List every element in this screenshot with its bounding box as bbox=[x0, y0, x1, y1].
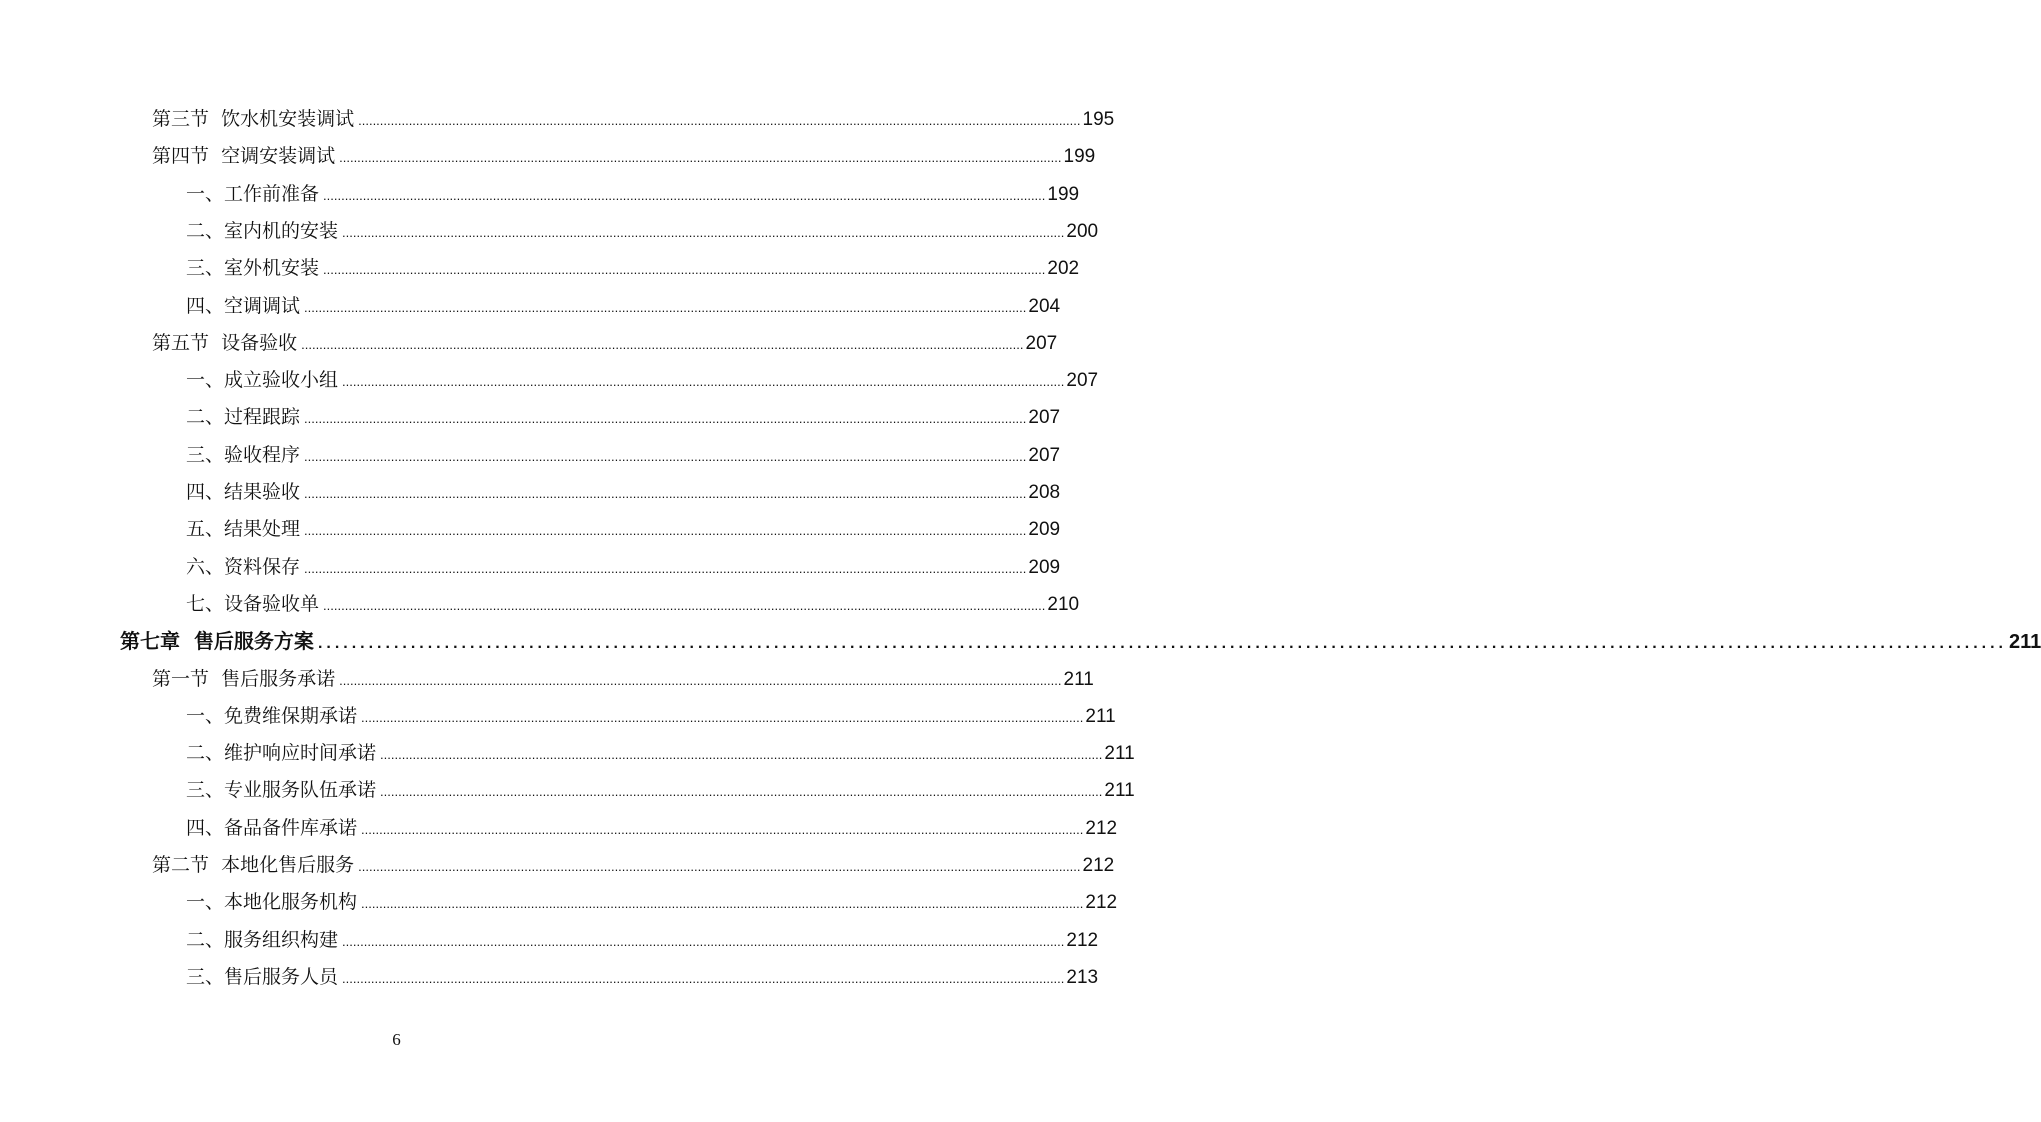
toc-subsection-entry[interactable] bbox=[186, 253, 1080, 283]
toc-entry-title: 工作前准备 bbox=[224, 182, 320, 205]
toc-entry-number: 三、 bbox=[186, 443, 225, 466]
toc-entry-title: 设备验收 bbox=[221, 331, 298, 354]
toc-subsection-entry[interactable] bbox=[186, 365, 1099, 395]
toc-subsection-entry[interactable] bbox=[186, 179, 1080, 209]
toc-entry-title: 室内机的安装 bbox=[224, 219, 339, 242]
toc-entry-title: 过程跟踪 bbox=[224, 406, 301, 429]
toc-dot-leader: ........................................................................................................................................................................................................ bbox=[304, 299, 1027, 315]
toc-subsection-entry[interactable] bbox=[186, 402, 1061, 432]
toc-entry-page: 207 bbox=[1025, 332, 1058, 354]
toc-section-entry[interactable] bbox=[152, 850, 1115, 880]
toc-entry-page: 199 bbox=[1047, 183, 1080, 205]
toc-entry-number: 第四节 bbox=[152, 145, 210, 168]
toc-subsection-entry[interactable] bbox=[186, 589, 1080, 619]
toc-entry-separator bbox=[180, 626, 194, 656]
toc-entry-separator bbox=[209, 664, 221, 694]
toc-entry-title: 空调调试 bbox=[224, 294, 301, 317]
toc-entry-title: 验收程序 bbox=[224, 443, 301, 466]
toc-entry-title: 备品备件库承诺 bbox=[224, 816, 358, 839]
toc-dot-leader: ........................................................................................................................................................................................................ bbox=[361, 896, 1084, 912]
toc-entry-number: 三、 bbox=[186, 779, 225, 802]
toc-entry-title: 服务组织构建 bbox=[224, 928, 339, 951]
toc-entry-number: 第一节 bbox=[152, 667, 210, 690]
toc-entry-number: 第五节 bbox=[152, 331, 210, 354]
toc-entry-page: 211 bbox=[1085, 705, 1116, 727]
toc-section-entry[interactable] bbox=[152, 328, 1058, 358]
toc-dot-leader: ........................................................................................................................................................................................................ bbox=[342, 933, 1065, 949]
toc-dot-leader: ........................................................................................................................................................................................................ bbox=[380, 784, 1103, 800]
toc-entry-title: 空调安装调试 bbox=[221, 145, 336, 168]
toc-dot-leader: ........................................................................................................................................................................................................ bbox=[304, 560, 1027, 576]
toc-entry-number: 四、 bbox=[186, 816, 225, 839]
toc-section-entry[interactable] bbox=[152, 664, 1094, 694]
toc-entry-title: 本地化售后服务 bbox=[221, 854, 355, 876]
toc-entry-number: 一、 bbox=[186, 369, 225, 392]
toc-entry-title: 资料保存 bbox=[224, 555, 301, 578]
toc-entry-page: 209 bbox=[1028, 519, 1061, 541]
toc-subsection-entry[interactable] bbox=[186, 887, 1118, 917]
toc-subsection-entry[interactable] bbox=[186, 216, 1099, 246]
toc-subsection-entry[interactable] bbox=[186, 514, 1061, 544]
toc-entry-page: 212 bbox=[1085, 892, 1118, 914]
toc-entry-separator bbox=[209, 104, 221, 134]
toc-entry-number: 三、 bbox=[186, 257, 225, 280]
toc-entry-number: 四、 bbox=[186, 481, 225, 503]
toc-dot-leader: ........................................................................................................................................................................................................ bbox=[342, 970, 1065, 986]
toc-entry-page: 212 bbox=[1085, 817, 1118, 839]
toc-subsection-entry[interactable] bbox=[186, 813, 1118, 843]
page-number: 6 bbox=[392, 1030, 401, 1049]
toc-entry-title: 专业服务队伍承诺 bbox=[224, 779, 377, 802]
toc-subsection-entry[interactable] bbox=[186, 738, 1135, 768]
toc-entry-page: 211 bbox=[1104, 780, 1135, 802]
toc-entry-number: 一、 bbox=[186, 182, 225, 205]
toc-subsection-entry[interactable] bbox=[186, 962, 1099, 992]
toc-subsection-entry[interactable] bbox=[186, 440, 1061, 470]
toc-dot-leader: ........................................................................................................................................................................................................ bbox=[380, 747, 1103, 763]
toc-subsection-entry[interactable] bbox=[186, 925, 1099, 955]
toc-entry-number: 第七章 bbox=[120, 629, 180, 654]
toc-entry-title: 本地化服务机构 bbox=[224, 891, 358, 914]
toc-entry-number: 一、 bbox=[186, 704, 225, 727]
toc-entry-title: 免费维保期承诺 bbox=[224, 704, 358, 727]
toc-dot-leader: ........................................................................................................................................................................................................ bbox=[358, 859, 1081, 874]
toc-subsection-entry[interactable] bbox=[186, 701, 1116, 731]
toc-entry-page: 202 bbox=[1047, 258, 1080, 280]
toc-entry-number: 二、 bbox=[186, 406, 225, 429]
toc-dot-leader: ........................................................................................................................................................................................................ bbox=[304, 486, 1027, 501]
toc-dot-leader: ........................................................................................................................................................................................................ bbox=[358, 113, 1081, 128]
toc-entry-number: 第二节 bbox=[152, 854, 210, 876]
toc-entry-page: 211 bbox=[1104, 743, 1135, 765]
toc-subsection-entry[interactable] bbox=[186, 775, 1135, 805]
toc-dot-leader: ........................................................................................................................................................................................................ bbox=[304, 523, 1027, 539]
toc-subsection-entry[interactable] bbox=[186, 291, 1061, 321]
toc-entry-page: 211 bbox=[2009, 631, 2041, 654]
toc-entry-page: 200 bbox=[1066, 220, 1099, 242]
toc-dot-leader: ........................................................................................................................................................................................................ bbox=[304, 411, 1027, 427]
toc-entry-number: 七、 bbox=[186, 592, 225, 615]
toc-entry-number: 四、 bbox=[186, 294, 225, 317]
toc-entry-title: 结果验收 bbox=[224, 481, 301, 503]
toc-entry-page: 195 bbox=[1082, 109, 1115, 130]
toc-dot-leader: ........................................................................................................................................................................................................ bbox=[323, 187, 1046, 203]
toc-dot-leader: ........................................................................................................................................................................................................ bbox=[342, 374, 1065, 390]
toc-entry-number: 五、 bbox=[186, 518, 225, 541]
toc-entry-page: 208 bbox=[1028, 482, 1061, 503]
toc-dot-leader: ........................................................................................................................................................................................................ bbox=[342, 224, 1065, 240]
toc-entry-separator bbox=[209, 141, 221, 171]
toc-entry-page: 209 bbox=[1028, 556, 1061, 578]
toc-entry-title: 售后服务人员 bbox=[224, 965, 339, 988]
toc-entry-number: 第三节 bbox=[152, 108, 210, 130]
toc-dot-leader: ........................................................................................................................................................................................................ bbox=[304, 448, 1027, 464]
toc-entry-title: 成立验收小组 bbox=[224, 369, 339, 392]
toc-entry-page: 199 bbox=[1063, 146, 1096, 168]
toc-entry-title: 维护响应时间承诺 bbox=[224, 742, 377, 765]
toc-entry-page: 207 bbox=[1028, 407, 1061, 429]
toc-dot-leader: ........................................................................................................................................................................................................ bbox=[317, 635, 2007, 653]
toc-entry-page: 212 bbox=[1082, 855, 1115, 876]
toc-entry-number: 六、 bbox=[186, 555, 225, 578]
toc-entry-page: 213 bbox=[1066, 966, 1099, 988]
toc-entry-title: 饮水机安装调试 bbox=[221, 108, 355, 130]
toc-section-entry[interactable] bbox=[152, 141, 1096, 171]
toc-entry-number: 三、 bbox=[186, 965, 225, 988]
toc-subsection-entry[interactable] bbox=[186, 477, 1061, 507]
toc-entry-title: 结果处理 bbox=[224, 518, 301, 541]
toc-entry-separator bbox=[209, 328, 221, 358]
toc-entry-title: 售后服务方案 bbox=[193, 629, 314, 654]
toc-entry-number: 二、 bbox=[186, 928, 225, 951]
toc-entry-number: 一、 bbox=[186, 891, 225, 914]
toc-entry-title: 设备验收单 bbox=[224, 592, 320, 615]
toc-entry-page: 204 bbox=[1028, 295, 1061, 317]
toc-entry-title: 室外机安装 bbox=[224, 257, 320, 280]
toc-dot-leader: ........................................................................................................................................................................................................ bbox=[323, 597, 1046, 613]
toc-dot-leader: ........................................................................................................................................................................................................ bbox=[301, 336, 1024, 352]
toc-entry-title: 售后服务承诺 bbox=[221, 667, 336, 690]
toc-chapter-entry[interactable] bbox=[120, 626, 2041, 656]
toc-entry-page: 207 bbox=[1066, 370, 1099, 392]
toc-entry-number: 二、 bbox=[186, 219, 225, 242]
toc-entry-page: 207 bbox=[1028, 444, 1061, 466]
toc-entry-number: 二、 bbox=[186, 742, 225, 765]
toc-subsection-entry[interactable] bbox=[186, 552, 1061, 582]
toc-section-entry[interactable] bbox=[152, 104, 1115, 134]
toc-entry-page: 211 bbox=[1063, 668, 1094, 690]
toc-dot-leader: ........................................................................................................................................................................................................ bbox=[323, 262, 1046, 278]
toc-dot-leader: ........................................................................................................................................................................................................ bbox=[361, 821, 1084, 837]
toc-entry-page: 210 bbox=[1047, 593, 1080, 615]
toc-dot-leader: ........................................................................................................................................................................................................ bbox=[361, 709, 1084, 725]
toc-entry-page: 212 bbox=[1066, 929, 1099, 951]
toc-entry-separator bbox=[209, 850, 221, 880]
toc-dot-leader: ........................................................................................................................................................................................................ bbox=[339, 672, 1062, 688]
toc-dot-leader: ........................................................................................................................................................................................................ bbox=[339, 150, 1062, 166]
